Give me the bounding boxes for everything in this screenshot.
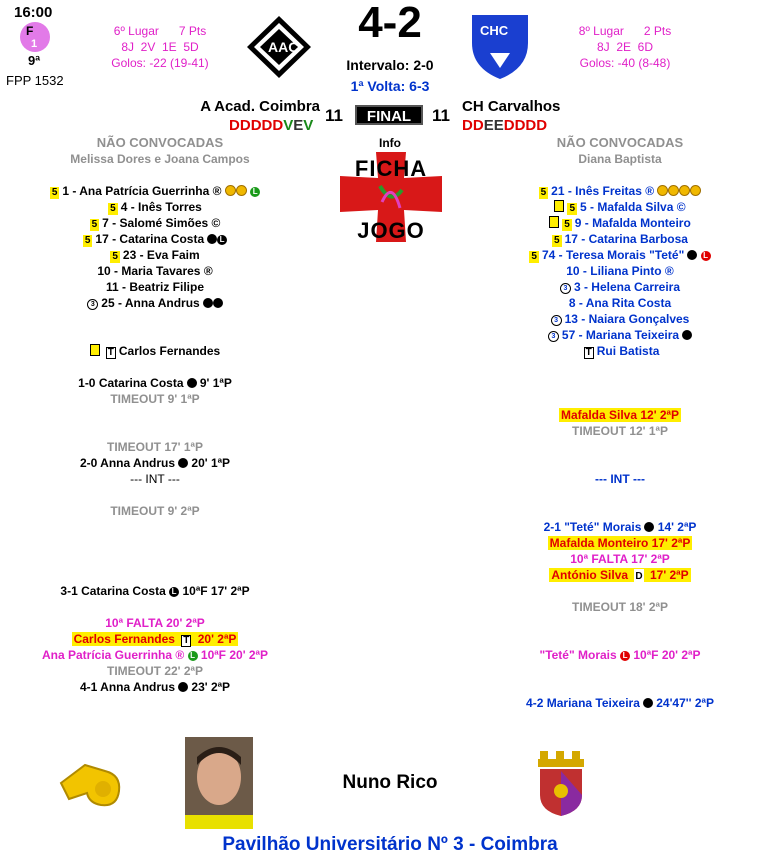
home-event-goal: 2-0 Anna Andrus 20' 1ªP — [79, 456, 231, 470]
home-crest-icon — [245, 14, 313, 80]
gold-medal-icon — [236, 185, 247, 196]
gold-medal-icon — [679, 185, 690, 196]
svg-text:CHC: CHC — [480, 23, 509, 38]
home-form-2: D — [250, 117, 262, 134]
final-score: 4-2 — [358, 0, 422, 47]
home-event-goal: 1-0 Catarina Costa 9' 1ªP — [78, 376, 232, 390]
match-time: 16:00 — [14, 4, 53, 21]
home-form — [229, 117, 313, 134]
home-rank: 6º Lugar 7 Pts — [113, 24, 207, 38]
home-event-goal: 4-1 Anna Andrus 23' 2ªP — [79, 680, 231, 694]
home-event-timeout: TIMEOUT 9' 2ªP — [110, 504, 200, 518]
ball-icon — [203, 298, 213, 308]
home-standings — [95, 23, 225, 71]
yellow-5-icon: 5 — [569, 203, 575, 214]
home-player[interactable]: 5 17 - Catarina Costa L — [0, 231, 310, 247]
home-player[interactable]: 5 4 - Inês Torres — [110, 200, 202, 214]
yellow-5-icon: 5 — [51, 187, 58, 198]
away-player[interactable]: 3 3 - Helena Carreira — [465, 279, 775, 295]
away-event-card: Mafalda Silva 12' 2ªP — [560, 408, 680, 422]
away-form-0: D — [462, 117, 473, 134]
yellow-5-icon: 5 — [84, 235, 91, 246]
home-goals: Golos: -22 (19-41) — [111, 56, 209, 70]
black-l-icon: L — [217, 235, 227, 245]
home-player[interactable]: 11 - Beatriz Filipe — [105, 280, 205, 294]
red-l-icon: L — [701, 251, 711, 261]
away-player[interactable]: 8 - Ana Rita Costa — [568, 296, 672, 310]
home-form-4: D — [272, 117, 284, 134]
home-event-card: Carlos Fernandes T 20' 2ªP — [73, 632, 237, 646]
home-form-0: D — [229, 117, 240, 134]
away-record: 8J 2E 6D — [596, 40, 654, 54]
away-player[interactable]: 5 21 - Inês Freitas ® — [465, 183, 775, 199]
black-l-icon: L — [169, 587, 179, 597]
away-players-count: 11 — [432, 106, 450, 125]
away-form-4: D — [503, 117, 515, 134]
home-form-3: D — [261, 117, 273, 134]
away-not-called-title: NÃO CONVOCADAS — [556, 135, 684, 150]
ficha-title: FICHA — [354, 156, 428, 181]
home-form-1: D — [239, 117, 251, 134]
home-event-timeout: TIMEOUT 17' 1ªP — [107, 440, 203, 454]
yellow-5-icon: 5 — [112, 251, 118, 262]
home-event-timeout: TIMEOUT 22' 2ªP — [107, 664, 203, 678]
yellow-card-icon — [554, 200, 564, 212]
ficha-jogo-button[interactable] — [338, 150, 444, 244]
home-event-interval: --- INT --- — [130, 472, 180, 486]
yellow-card-icon — [549, 216, 559, 228]
away-event-foul: "Teté" Morais L 10ªF 20' 2ªP — [539, 648, 701, 662]
ball-icon — [643, 698, 653, 708]
yellow-5-icon: 5 — [91, 219, 98, 230]
info-link[interactable]: Info — [379, 136, 401, 150]
away-event-interval: --- INT --- — [595, 472, 645, 486]
home-form-7: V — [303, 117, 314, 134]
referee-avatar-icon — [185, 737, 253, 829]
away-event-goal: 4-2 Mariana Teixeira 24'47'' 2ªP — [526, 696, 714, 710]
away-player[interactable]: 3 13 - Naiara Gonçalves — [465, 311, 775, 327]
away-coach[interactable]: T Rui Batista — [585, 344, 660, 358]
away-team-name[interactable]: CH Carvalhos — [462, 98, 561, 115]
ball-icon — [644, 522, 654, 532]
away-form-2: E — [483, 117, 494, 134]
coach-t-icon: T — [107, 347, 114, 358]
green-l-icon: L — [188, 651, 198, 661]
yellow-5-icon: 5 — [110, 203, 116, 214]
svg-text:F: F — [26, 24, 34, 38]
red-l-icon: L — [620, 651, 630, 661]
green-l-icon: L — [250, 187, 260, 197]
away-form-6: D — [525, 117, 537, 134]
referee-name[interactable]: Nuno Rico — [342, 772, 438, 793]
home-players-list — [0, 183, 310, 311]
home-not-called-names: Melissa Dores e Joana Campos — [70, 152, 250, 166]
three-circle-icon: 3 — [548, 331, 559, 342]
away-form-3: E — [493, 117, 504, 134]
away-goals: Golos: -40 (8-48) — [579, 56, 671, 70]
yellow-card-icon — [90, 344, 100, 356]
svg-text:1: 1 — [31, 38, 38, 50]
away-event-timeout: TIMEOUT 18' 2ªP — [572, 600, 668, 614]
ball-icon — [178, 682, 188, 692]
whistle-icon — [55, 753, 125, 814]
home-crest[interactable] — [245, 14, 313, 83]
home-event-timeout: TIMEOUT 9' 1ªP — [110, 392, 200, 406]
home-player[interactable]: 3 25 - Anna Andrus — [0, 295, 310, 311]
ball-icon — [207, 234, 217, 244]
venue-name: Pavilhão Universitário Nº 3 - Coimbra — [222, 834, 558, 855]
away-player[interactable]: 5 17 - Catarina Barbosa — [554, 232, 688, 246]
gold-medal-icon — [690, 185, 701, 196]
away-event-card: Mafalda Monteiro 17' 2ªP — [549, 536, 691, 550]
yellow-5-icon: 5 — [564, 219, 570, 230]
coach-t-icon: T — [183, 635, 190, 646]
away-event-timeout: TIMEOUT 12' 1ªP — [572, 424, 668, 438]
away-players-list — [465, 183, 775, 343]
away-player[interactable]: 3 57 - Mariana Teixeira — [465, 327, 775, 343]
final-badge: FINAL — [355, 105, 423, 125]
home-player[interactable]: 5 7 - Salomé Simões © — [91, 216, 221, 230]
home-not-called-title: NÃO CONVOCADAS — [96, 135, 224, 150]
yellow-5-icon: 5 — [554, 235, 560, 246]
away-player[interactable]: 5 9 - Mafalda Monteiro — [465, 215, 775, 231]
home-record: 8J 2V 1E 5D — [121, 40, 199, 54]
home-form-5: V — [283, 117, 294, 134]
three-circle-icon: 3 — [560, 283, 571, 294]
away-crest-icon — [470, 13, 530, 81]
three-circle-icon: 3 — [551, 315, 562, 326]
away-form-1: D — [472, 117, 484, 134]
away-form — [462, 117, 547, 134]
three-circle-icon: 3 — [87, 299, 98, 310]
home-form-6: E — [293, 117, 304, 134]
home-player[interactable]: 10 - Maria Tavares ® — [97, 264, 213, 278]
ficha-subtitle: JOGO — [357, 218, 425, 243]
home-players-count: 11 — [325, 106, 343, 125]
halftime-score: Intervalo: 2-0 — [346, 57, 434, 73]
away-event-foul: 10ª FALTA 17' 2ªP — [570, 552, 670, 566]
away-crest[interactable] — [470, 13, 530, 84]
referee-photo[interactable] — [185, 737, 253, 829]
coach-t-icon: T — [585, 347, 592, 358]
away-event-goal: 2-1 "Teté" Morais 14' 2ªP — [543, 520, 697, 534]
ball-icon — [187, 378, 197, 388]
away-not-called-names: Diana Baptista — [578, 152, 662, 166]
city-crest-icon — [536, 751, 586, 820]
away-player[interactable]: 10 - Liliana Pinto ® — [566, 264, 674, 278]
ball-icon — [178, 458, 188, 468]
away-form-5: D — [514, 117, 526, 134]
yellow-5-icon: 5 — [540, 187, 547, 198]
yellow-5-icon: 5 — [531, 251, 537, 262]
ball-icon — [682, 330, 692, 340]
home-event-foul: 10ª FALTA 20' 2ªP — [105, 616, 205, 630]
ball-icon — [213, 298, 223, 308]
ball-icon — [687, 250, 697, 260]
away-event-card: António Silva D 17' 2ªP — [465, 567, 775, 585]
delegate-d-icon: D — [634, 569, 643, 585]
away-player[interactable]: 5 74 - Teresa Morais "Teté" L — [465, 247, 775, 263]
svg-text:AAC: AAC — [268, 39, 299, 55]
gold-medal-icon — [225, 185, 236, 196]
home-player[interactable]: 5 1 - Ana Patrícia Guerrinha ® L — [0, 183, 310, 199]
away-rank: 8º Lugar 2 Pts — [578, 24, 672, 38]
away-player[interactable]: 5 5 - Mafalda Silva © — [465, 199, 775, 215]
home-team-name[interactable]: A Acad. Coimbra — [200, 98, 320, 115]
home-coach[interactable]: T Carlos Fernandes — [0, 343, 310, 359]
gold-medal-icon — [657, 185, 668, 196]
round-number: 9ª — [28, 53, 41, 68]
away-standings — [560, 23, 690, 71]
gold-medal-icon — [668, 185, 679, 196]
first-leg-score: 1ª Volta: 6-3 — [350, 78, 430, 94]
home-player[interactable]: 5 23 - Eva Faim — [112, 248, 200, 262]
away-form-7: D — [536, 117, 548, 134]
fpp-code: FPP 1532 — [6, 73, 64, 88]
league-logo — [20, 22, 50, 52]
home-event-foul: Ana Patrícia Guerrinha ® L 10ªF 20' 2ªP — [41, 648, 268, 662]
league-logo-icon — [20, 22, 50, 52]
home-event-goal: 3-1 Catarina Costa L 10ªF 17' 2ªP — [60, 584, 250, 598]
